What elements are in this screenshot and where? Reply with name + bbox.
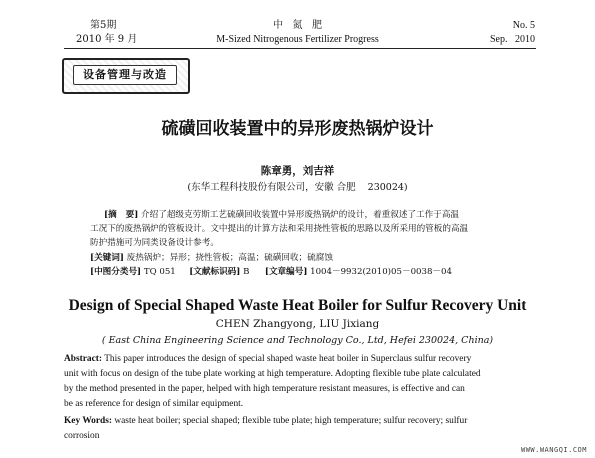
- keywords-cn-label: [关键词]: [90, 253, 124, 263]
- keywords-cn: [90, 252, 505, 265]
- doc-code-value: B: [243, 267, 250, 277]
- abstract-cn-text-1: 介绍了超级克劳斯工艺硫磺回收装置中异形废热锅炉的设计，着重叙述了工作于高温: [141, 210, 460, 220]
- abstract-en-line-1: [64, 352, 536, 367]
- abstract-cn-line-2: 工况下的废热锅炉的管板设计。文中提出的计算方法和采用挠性管板的思路以及所采用的管板的高温: [90, 224, 469, 234]
- keywords-en-text-1: waste heat boiler; special shaped; flexible tube plate; high temperature; sulfur recovery; sulfur: [114, 416, 468, 426]
- abstract-en-label: Abstract:: [64, 354, 103, 364]
- header-journal-en: M-Sized Nitrogenous Fertilizer Progress: [216, 34, 379, 45]
- header-issue-en: No. 5: [512, 20, 535, 31]
- watermark: WWW.WANGQI.COM: [520, 446, 587, 454]
- section-banner-label: 设备管理与改造: [73, 65, 177, 85]
- keywords-cn-text: 废热锅炉；异形；挠性管板；高温；硫磺回收；硫腐蚀: [126, 253, 333, 263]
- abstract-cn-line-3: 防护措施可为同类设备设计参考。: [90, 238, 219, 248]
- header-issue-cn: 第5期: [90, 20, 117, 31]
- clc-value: TQ 051: [143, 267, 176, 277]
- section-banner: [62, 58, 190, 94]
- keywords-en-line-1: [64, 414, 536, 429]
- abstract-cn-line-1: [104, 209, 505, 222]
- abstract-en-line-4: be as reference for design of similar equipment.: [64, 399, 244, 409]
- article-number-value: 1004－9932(2010)05－0038－04: [310, 267, 452, 277]
- classification-cn: [90, 266, 505, 279]
- header-date-cn: 2010 年 9 月: [76, 34, 138, 45]
- header-journal-cn: 中 氮 肥: [272, 20, 323, 31]
- abstract-en-line-3: by the method presented in the paper, helped with high temperature resistant measures, is effective and can: [64, 384, 465, 394]
- article-title-en: Design of Special Shaped Waste Heat Boiler for Sulfur Recovery Unit: [68, 297, 527, 314]
- article-number-label: [文章编号]: [264, 267, 308, 277]
- affiliation-en: ( East China Engineering Science and Technology Co., Ltd, Hefei 230024, China): [101, 335, 494, 346]
- article-title-cn: 硫磺回收装置中的异形废热锅炉设计: [161, 119, 434, 139]
- authors-cn: 陈章勇，刘吉祥: [260, 165, 335, 177]
- header-date-en: Sep. 2010: [490, 34, 535, 45]
- affiliation-cn: (东华工程科技股份有限公司，安徽 合肥 230024): [187, 182, 408, 193]
- header-rule: [64, 48, 536, 49]
- keywords-en-label: Key Words:: [64, 416, 113, 426]
- doc-code-label: [文献标识码]: [189, 267, 241, 277]
- abstract-cn-label: [摘 要]: [104, 210, 139, 220]
- keywords-en-line-2: corrosion: [64, 431, 100, 441]
- authors-en: CHEN Zhangyong, LIU Jixiang: [215, 318, 380, 330]
- clc-label: [中图分类号]: [90, 267, 142, 277]
- abstract-en-text-1: This paper introduces the design of special shaped waste heat boiler in Superclaus sulfur recovery: [104, 354, 472, 364]
- abstract-en-line-2: unit with focus on design of the tube plate working at high temperature. Adopting flexible tube plate calculated: [64, 369, 481, 379]
